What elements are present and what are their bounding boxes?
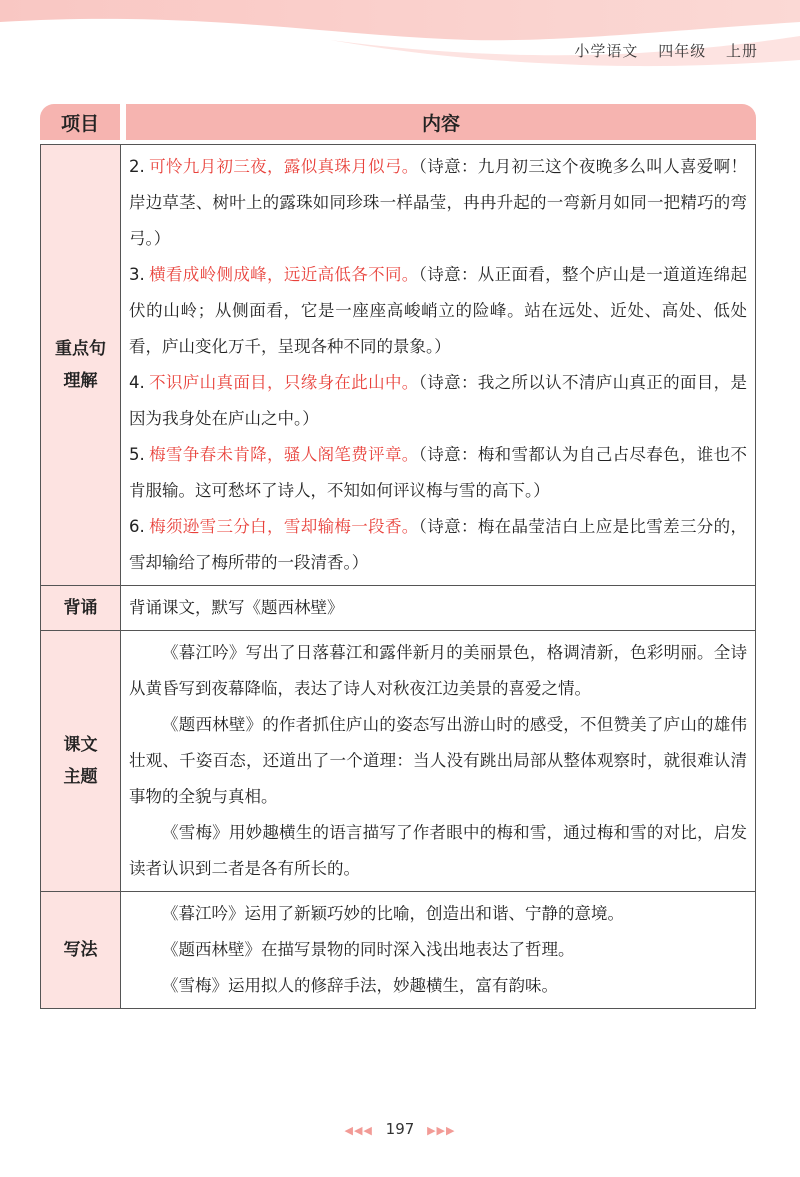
writing-paragraph: 《雪梅》运用拟人的修辞手法，妙趣横生，富有韵味。 [162,976,558,995]
list-item: 3. 横看成岭侧成峰，远近高低各不同。（诗意：从正面看，整个庐山是一道道连绵起伏的山岭；从侧面看，它是一座座高峻峭立的险峰。站在远处、近处、高处、低处看，庐山变化万千，呈现各种不同的景象。） [129,265,748,356]
theme-paragraph: 《暮江吟》写出了日落暮江和露伴新月的美丽景色，格调清新，色彩明丽。全诗从黄昏写到夜幕降临，表达了诗人对秋夜江边美景的喜爱之情。 [129,643,747,698]
content-key-sentences [121,145,756,586]
header-subject: 小学语文 [574,42,639,60]
label-writing: 写法 [41,892,121,1009]
poem-meaning: （诗意：从正面看，整个庐山是一道道连绵起伏的山岭；从侧面看，它是一座座高峻峭立的险峰。站在远处、近处、高处、低处看，庐山变化万千，呈现各种不同的景象。） [129,265,748,356]
label-key-sentences: 重点句 理解 [41,145,121,586]
poem-line: 不识庐山真面目，只缘身在此山中。 [148,373,419,392]
row-theme [41,631,756,892]
poem-meaning: （诗意：梅在晶莹洁白上应是比雪差三分的，雪却输给了梅所带的一段清香。） [129,517,748,572]
label-recite: 背诵 [41,586,121,631]
summary-table-container [40,104,756,1009]
writing-paragraph: 《题西林壁》在描写景物的同时深入浅出地表达了哲理。 [162,940,575,959]
content-writing [121,892,756,1009]
poem-line: 梅雪争春未肯降，骚人阁笔费评章。 [148,445,419,464]
list-item: 4. 不识庐山真面目，只缘身在此山中。（诗意：我之所以认不清庐山真正的面目，是因为我身处在庐山之中。） [129,373,748,428]
list-item: 6. 梅须逊雪三分白，雪却输梅一段香。（诗意：梅在晶莹洁白上应是比雪差三分的，雪却输给了梅所带的一段清香。） [129,517,748,572]
poem-line: 梅须逊雪三分白，雪却输梅一段香。 [148,517,419,536]
poem-line: 横看成岭侧成峰，远近高低各不同。 [148,265,419,284]
content-recite: 背诵课文，默写《题西林壁》 [121,586,756,631]
page-number: 197 [385,1120,415,1138]
theme-paragraph: 《雪梅》用妙趣横生的语言描写了作者眼中的梅和雪，通过梅和雪的对比，启发读者认识到二者是各有所长的。 [129,823,747,878]
row-writing [41,892,756,1009]
column-header-item: 项目 [40,104,120,140]
list-item: 5. 梅雪争春未肯降，骚人阁笔费评章。（诗意：梅和雪都认为自己占尽春色，谁也不肯服输。这可愁坏了诗人，不知如何评议梅与雪的高下。） [129,445,748,500]
poem-meaning: （诗意：梅和雪都认为自己占尽春色，谁也不肯服输。这可愁坏了诗人，不知如何评议梅与雪的高下。） [129,445,748,500]
poem-line: 可怜九月初三夜，露似真珠月似弓。 [148,157,419,176]
left-arrows-icon: ◀◀◀ [344,1124,373,1137]
summary-table [40,144,756,1009]
theme-paragraph: 《题西林壁》的作者抓住庐山的姿态写出游山时的感受，不但赞美了庐山的雄伟壮观、千姿百态，还道出了一个道理：当人没有跳出局部从整体观察时，就很难认清事物的全貌与真相。 [129,715,747,806]
row-recite [41,586,756,631]
label-theme: 课文 主题 [41,631,121,892]
table-header-row [40,104,756,140]
content-theme [121,631,756,892]
book-header [560,40,758,61]
row-key-sentences [41,145,756,586]
column-header-content: 内容 [126,104,756,140]
page-footer [0,1120,800,1138]
poem-meaning: （诗意：九月初三这个夜晚多么叫人喜爱啊！岸边草茎、树叶上的露珠如同珍珠一样晶莹，冉冉升起的一弯新月如同一把精巧的弯弓。） [129,157,748,248]
header-grade: 四年级 [658,42,707,60]
header-volume: 上册 [725,42,758,60]
poem-meaning: （诗意：我之所以认不清庐山真正的面目，是因为我身处在庐山之中。） [129,373,748,428]
writing-paragraph: 《暮江吟》运用了新颖巧妙的比喻，创造出和谐、宁静的意境。 [162,904,624,923]
right-arrows-icon: ▶▶▶ [427,1124,456,1137]
list-item: 2. 可怜九月初三夜，露似真珠月似弓。（诗意：九月初三这个夜晚多么叫人喜爱啊！岸边草茎、树叶上的露珠如同珍珠一样晶莹，冉冉升起的一弯新月如同一把精巧的弯弓。） [129,157,748,248]
